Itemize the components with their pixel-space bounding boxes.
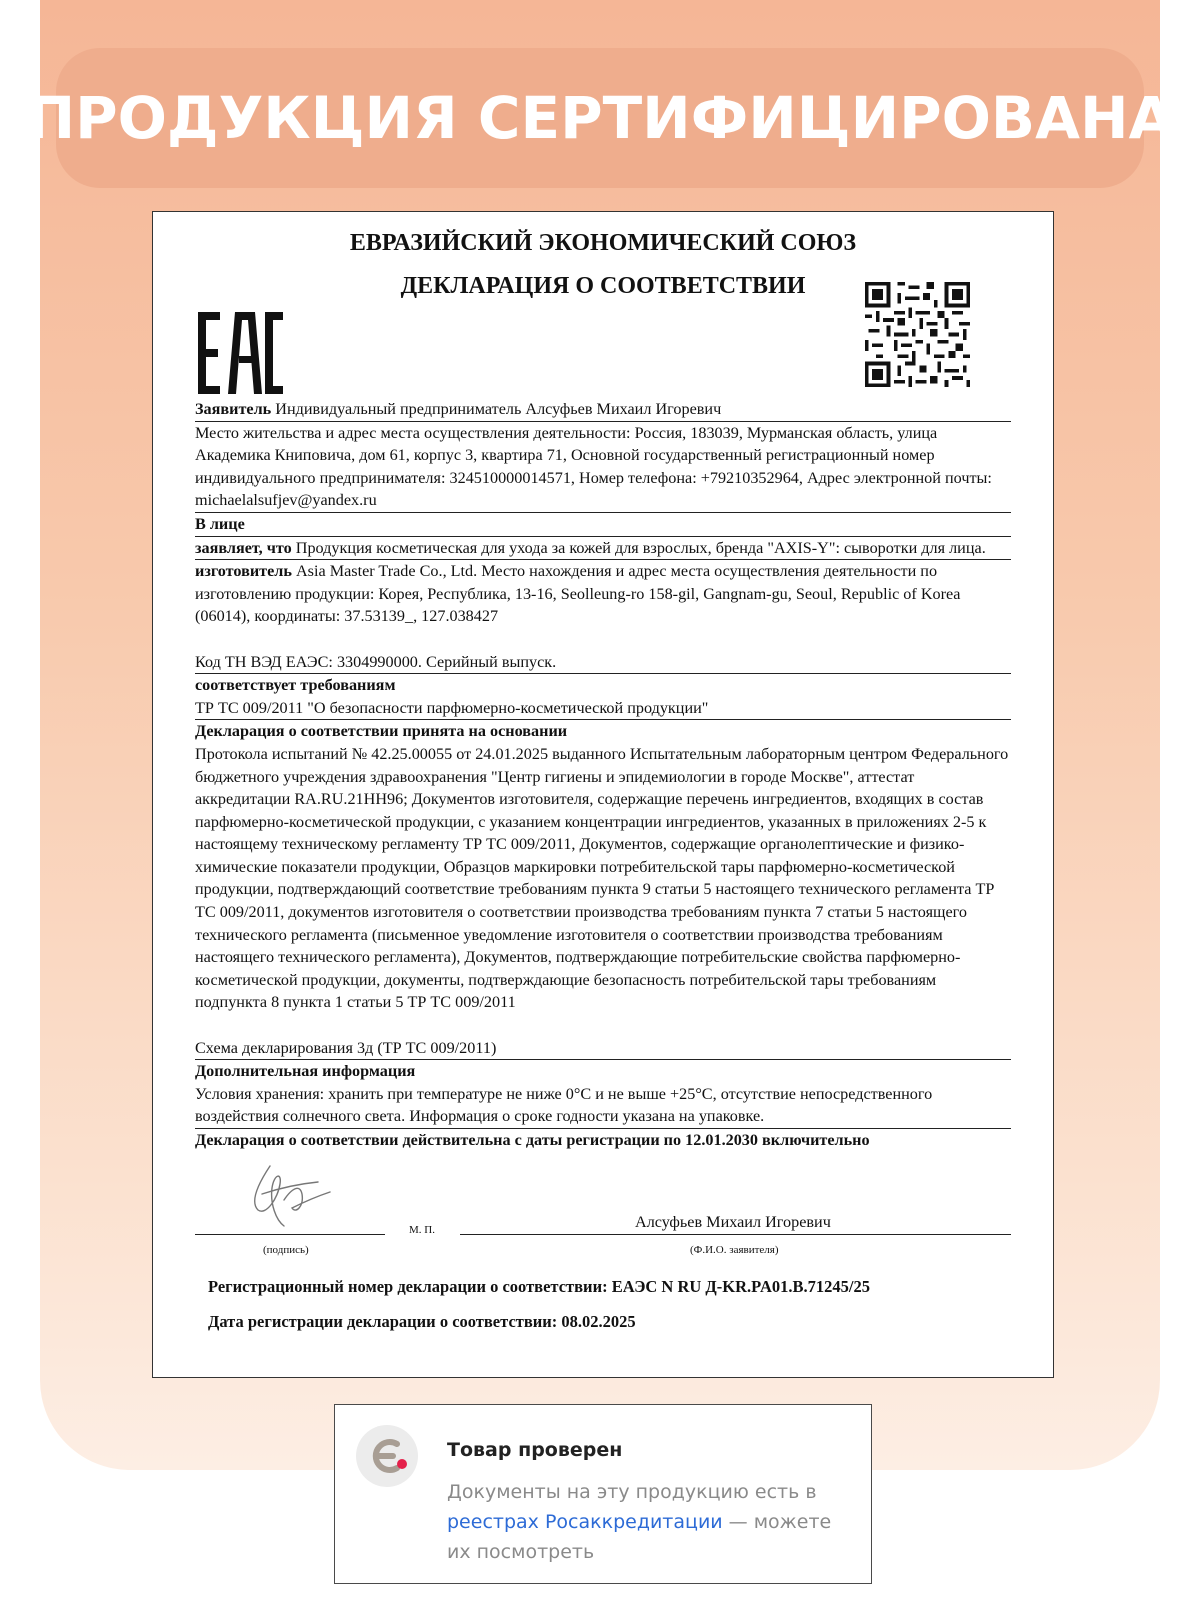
in-person-row: В лице (195, 513, 1011, 537)
declares-row (195, 537, 1011, 561)
card-title: Товар проверен (447, 1439, 623, 1461)
signature-line (195, 1234, 385, 1235)
spacer (195, 1014, 1011, 1037)
manufacturer-row (195, 560, 1011, 628)
registration-number: Регистрационный номер декларации о соответствии: ЕАЭС N RU Д-KR.PA01.B.71245/25 (208, 1277, 871, 1296)
declares-value: Продукция косметическая для ухода за кожей для взрослых, бренда "AXIS-Y": сыворотки для лица. (295, 538, 986, 557)
requirements-label: соответствует требованиям (195, 676, 396, 695)
additional-label: Дополнительная информация (195, 1062, 416, 1081)
requirements-value: ТР ТС 009/2011 "О безопасности парфюмерно-косметической продукции" (195, 697, 1011, 721)
address-row: Место жительства и адрес места осуществления деятельности: Россия, 183039, Мурманская область, улица Академика Книповича, дом 61, корпус 3, квартира 71, Основной государственный регистрационный номер индивидуального предпринимателя: 324510000014571, Номер телефона: +79210352964, Адрес электронной почты: michaelalsufjev@yandex.ru (195, 422, 1011, 513)
signer-name: Алсуфьев Михаил Игоревич (635, 1212, 831, 1231)
manufacturer-label: изготовитель (195, 562, 292, 581)
declaration-document (152, 211, 1054, 1378)
additional-value: Условия хранения: хранить при температуре не ниже 0°С и не выше +25°С, отсутствие непосредственного воздействия солнечного света. Информация о сроке годности указана на упаковке. (195, 1083, 1011, 1129)
signature-caption: (подпись) (263, 1243, 309, 1256)
rosaccreditation-icon (355, 1424, 419, 1488)
card-text-after: — можете их посмотреть (447, 1511, 832, 1563)
document-org: ЕВРАЗИЙСКИЙ ЭКОНОМИЧЕСКИЙ СОЮЗ (349, 230, 857, 256)
registry-link[interactable]: реестрах Росаккредитации (447, 1511, 723, 1533)
card-text (447, 1477, 857, 1567)
manufacturer-value: Asia Master Trade Co., Ltd. Место нахождения и адрес места осуществления деятельности по изготовлению продукции: Корея, Республика, 13-16, Seolleung-ro 158-gil, Gangnam-gu, Seoul, Republic of Korea (06014), координаты: 37.53139_, 127.038427 (195, 562, 961, 626)
stamp-caption: М. П. (409, 1223, 435, 1236)
verified-product-card (334, 1404, 872, 1584)
qr-code (865, 282, 970, 387)
card-text-before: Документы на эту продукцию есть в (447, 1481, 817, 1503)
applicant-value: Индивидуальный предприниматель Алсуфьев Михаил Игоревич (275, 400, 722, 418)
declaration-body (195, 398, 1011, 1254)
eac-logo (198, 312, 283, 394)
basis-label: Декларация о соответствии принята на основании (195, 722, 568, 741)
registration-date: Дата регистрации декларации о соответствии: 08.02.2025 (208, 1312, 636, 1331)
signature-block (195, 1154, 1011, 1254)
banner-title: ПРОДУКЦИЯ СЕРТИФИЦИРОВАНА (26, 84, 1174, 152)
declares-label: заявляет, что (195, 538, 292, 557)
document-title: ДЕКЛАРАЦИЯ О СООТВЕТСТВИИ (400, 273, 806, 299)
tn-ved-row: Код ТН ВЭД ЕАЭС: 3304990000. Серийный выпуск. (195, 651, 1011, 675)
signature-image (240, 1154, 335, 1232)
spacer (195, 628, 1011, 651)
signer-line (460, 1234, 1011, 1235)
validity-row: Декларация о соответствии действительна с даты регистрации по 12.01.2030 включительно (195, 1131, 870, 1149)
certified-banner (26, 48, 1174, 188)
applicant-label: Заявитель (195, 400, 272, 418)
scheme-row: Схема декларирования 3д (ТР ТС 009/2011) (195, 1037, 1011, 1061)
basis-value: Протокола испытаний № 42.25.00055 от 24.01.2025 выданного Испытательным лабораторным центром Федерального бюджетного учреждения здравоохранения "Центр гигиены и эпидемиологии в городе Москве", аттестат аккредитации RA.RU.21НН96; Документов изготовителя, содержащие перечень ингредиентов, входящих в состав парфюмерно-косметической продукции, с указанием концентрации ингредиентов, указанных в приложениях 2-5 к настоящему техническому регламенту ТР ТС 009/2011, Документов, содержащие органолептические и физико-химические показатели продукции, Образцов маркировки потребительской тары парфюмерно-косметической продукции, подтверждающий соответствие требованиям пункта 9 статьи 5 настоящего технического регламента ТР ТС 009/2011, документов изготовителя о соответствии производства требованиям пункта 7 статьи 5 настоящего технического регламента (письменное уведомление изготовителя о соответствии производства требованиям настоящего технического регламента), Документов, подтверждающие потребительские свойства парфюмерно-косметической продукции, документы, подтверждающие безопасность потребительской тары требованиям подпункта 8 пункта 1 статьи 5 ТР ТС 009/2011 (195, 744, 1009, 1012)
applicant-row (195, 398, 1011, 422)
signer-caption: (Ф.И.О. заявителя) (690, 1243, 779, 1256)
